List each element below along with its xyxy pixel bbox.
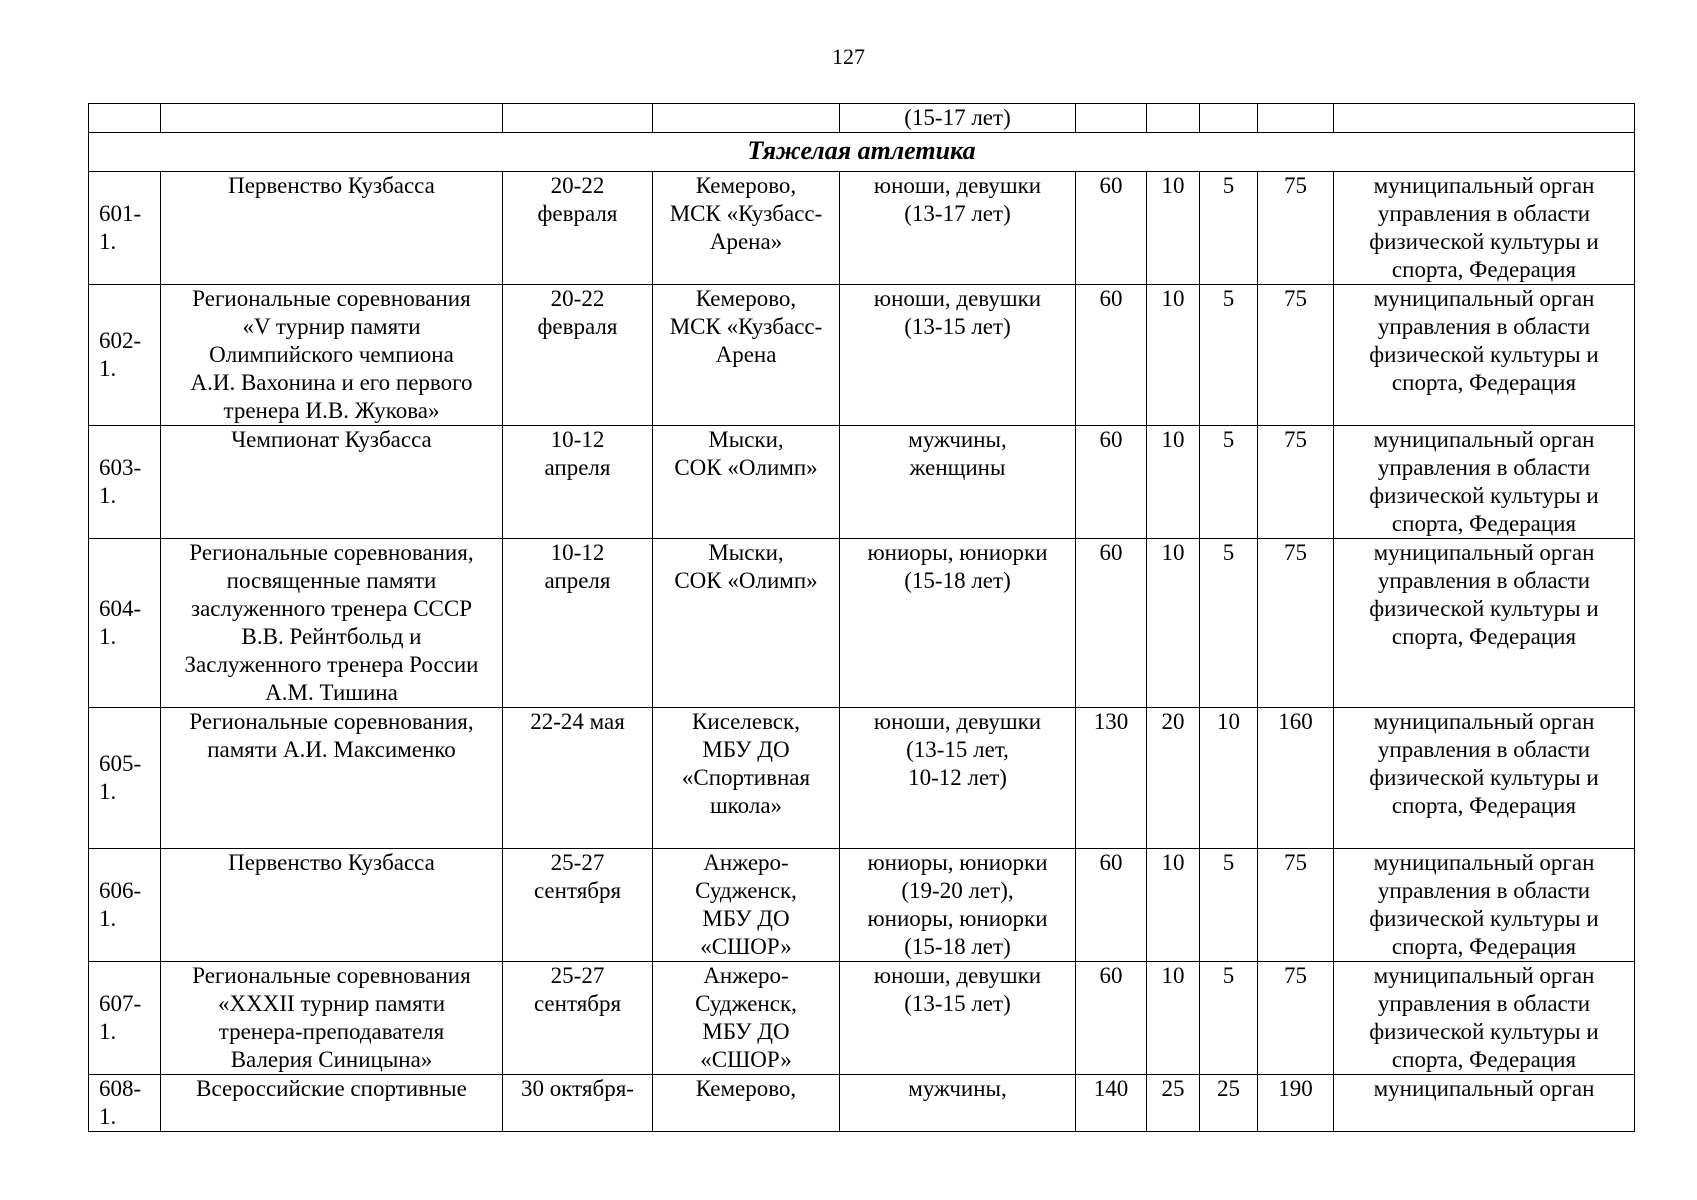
place-cell: Кемерово, [653,1075,840,1132]
table-row [89,849,1635,962]
event-cell: Региональные соревнования «V турнир памяти Олимпийского чемпиона А.И. Вахонина и его первого тренера И.В. Жукова» [161,285,503,426]
coaches-cell: 10 [1147,285,1200,426]
participants-cell: мужчины, [840,1075,1076,1132]
id-cell: 606-1. [89,849,161,962]
event-cell: Региональные соревнования, посвященные памяти заслуженного тренера СССР В.В. Рейнтбольд и Заслуженного тренера России А.М. Тишина [161,539,503,708]
judges-cell: 5 [1200,849,1258,962]
total-cell [1258,104,1334,133]
judges-cell: 25 [1200,1075,1258,1132]
dates-cell: 25-27 сентября [503,962,653,1075]
id-cell: 602-1. [89,285,161,426]
id-cell: 603-1. [89,426,161,539]
total-cell: 75 [1258,962,1334,1075]
coaches-cell: 10 [1147,849,1200,962]
organizer-cell: муниципальный орган управления в области физической культуры и спорта, Федерация [1334,962,1635,1075]
judges-cell: 5 [1200,172,1258,285]
table-row [89,285,1635,426]
coaches-cell: 25 [1147,1075,1200,1132]
id-cell: 601-1. [89,172,161,285]
judges-cell: 5 [1200,285,1258,426]
total-cell: 160 [1258,708,1334,849]
place-cell: Мыски, СОК «Олимп» [653,426,840,539]
place-cell: Мыски, СОК «Олимп» [653,539,840,708]
organizer-cell: муниципальный орган [1334,1075,1635,1132]
place-cell: Кемерово, МСК «Кузбасс- Арена» [653,172,840,285]
total-cell: 75 [1258,285,1334,426]
athletes-cell: 60 [1076,962,1147,1075]
place-cell: Анжеро- Судженск, МБУ ДО «СШОР» [653,849,840,962]
event-cell: Региональные соревнования, памяти А.И. Максименко [161,708,503,849]
participants-cell: юноши, девушки (13-15 лет) [840,962,1076,1075]
id-cell: 607-1. [89,962,161,1075]
athletes-cell: 60 [1076,849,1147,962]
participants-cell: юноши, девушки (13-15 лет, 10-12 лет) [840,708,1076,849]
participants-cell: мужчины, женщины [840,426,1076,539]
total-cell: 190 [1258,1075,1334,1132]
total-cell: 75 [1258,426,1334,539]
dates-cell: 30 октября- [503,1075,653,1132]
athletes-cell: 60 [1076,539,1147,708]
table-row [89,1075,1635,1132]
judges-cell [1200,104,1258,133]
athletes-cell: 60 [1076,285,1147,426]
organizer-cell: муниципальный орган управления в области физической культуры и спорта, Федерация [1334,708,1635,849]
athletes-cell: 130 [1076,708,1147,849]
event-cell: Региональные соревнования «XXXII турнир памяти тренера-преподавателя Валерия Синицына» [161,962,503,1075]
id-cell: 608-1. [89,1075,161,1132]
dates-cell: 20-22 февраля [503,172,653,285]
judges-cell: 5 [1200,962,1258,1075]
section-title: Тяжелая атлетика [89,133,1635,172]
dates-cell [503,104,653,133]
participants-cell: (15-17 лет) [840,104,1076,133]
table-row [89,539,1635,708]
table-row [89,708,1635,849]
events-table [88,103,1635,1132]
coaches-cell: 10 [1147,172,1200,285]
event-cell: Первенство Кузбасса [161,849,503,962]
total-cell: 75 [1258,539,1334,708]
coaches-cell: 10 [1147,426,1200,539]
place-cell [653,104,840,133]
athletes-cell [1076,104,1147,133]
page-number: 127 [832,44,865,69]
coaches-cell: 20 [1147,708,1200,849]
judges-cell: 10 [1200,708,1258,849]
place-cell: Кемерово, МСК «Кузбасс- Арена [653,285,840,426]
organizer-cell [1334,104,1635,133]
judges-cell: 5 [1200,539,1258,708]
table-row [89,426,1635,539]
total-cell: 75 [1258,172,1334,285]
participants-cell: юноши, девушки (13-17 лет) [840,172,1076,285]
participants-cell: юниоры, юниорки (15-18 лет) [840,539,1076,708]
table-row [89,172,1635,285]
event-cell: Чемпионат Кузбасса [161,426,503,539]
event-cell [161,104,503,133]
id-cell: 605-1. [89,708,161,849]
organizer-cell: муниципальный орган управления в области физической культуры и спорта, Федерация [1334,539,1635,708]
event-cell: Первенство Кузбасса [161,172,503,285]
organizer-cell: муниципальный орган управления в области физической культуры и спорта, Федерация [1334,426,1635,539]
table-row [89,962,1635,1075]
organizer-cell: муниципальный орган управления в области физической культуры и спорта, Федерация [1334,285,1635,426]
participants-cell: юниоры, юниорки (19-20 лет), юниоры, юниорки (15-18 лет) [840,849,1076,962]
coaches-cell [1147,104,1200,133]
event-cell: Всероссийские спортивные [161,1075,503,1132]
organizer-cell: муниципальный орган управления в области физической культуры и спорта, Федерация [1334,172,1635,285]
id-cell [89,104,161,133]
dates-cell: 20-22 февраля [503,285,653,426]
organizer-cell: муниципальный орган управления в области физической культуры и спорта, Федерация [1334,849,1635,962]
section-header-row [89,133,1635,172]
athletes-cell: 140 [1076,1075,1147,1132]
place-cell: Киселевск, МБУ ДО «Спортивная школа» [653,708,840,849]
dates-cell: 10-12 апреля [503,426,653,539]
participants-cell: юноши, девушки (13-15 лет) [840,285,1076,426]
dates-cell: 22-24 мая [503,708,653,849]
id-cell: 604-1. [89,539,161,708]
coaches-cell: 10 [1147,539,1200,708]
athletes-cell: 60 [1076,172,1147,285]
place-cell: Анжеро- Судженск, МБУ ДО «СШОР» [653,962,840,1075]
continuation-row [89,104,1635,133]
judges-cell: 5 [1200,426,1258,539]
total-cell: 75 [1258,849,1334,962]
coaches-cell: 10 [1147,962,1200,1075]
athletes-cell: 60 [1076,426,1147,539]
dates-cell: 25-27 сентября [503,849,653,962]
dates-cell: 10-12 апреля [503,539,653,708]
